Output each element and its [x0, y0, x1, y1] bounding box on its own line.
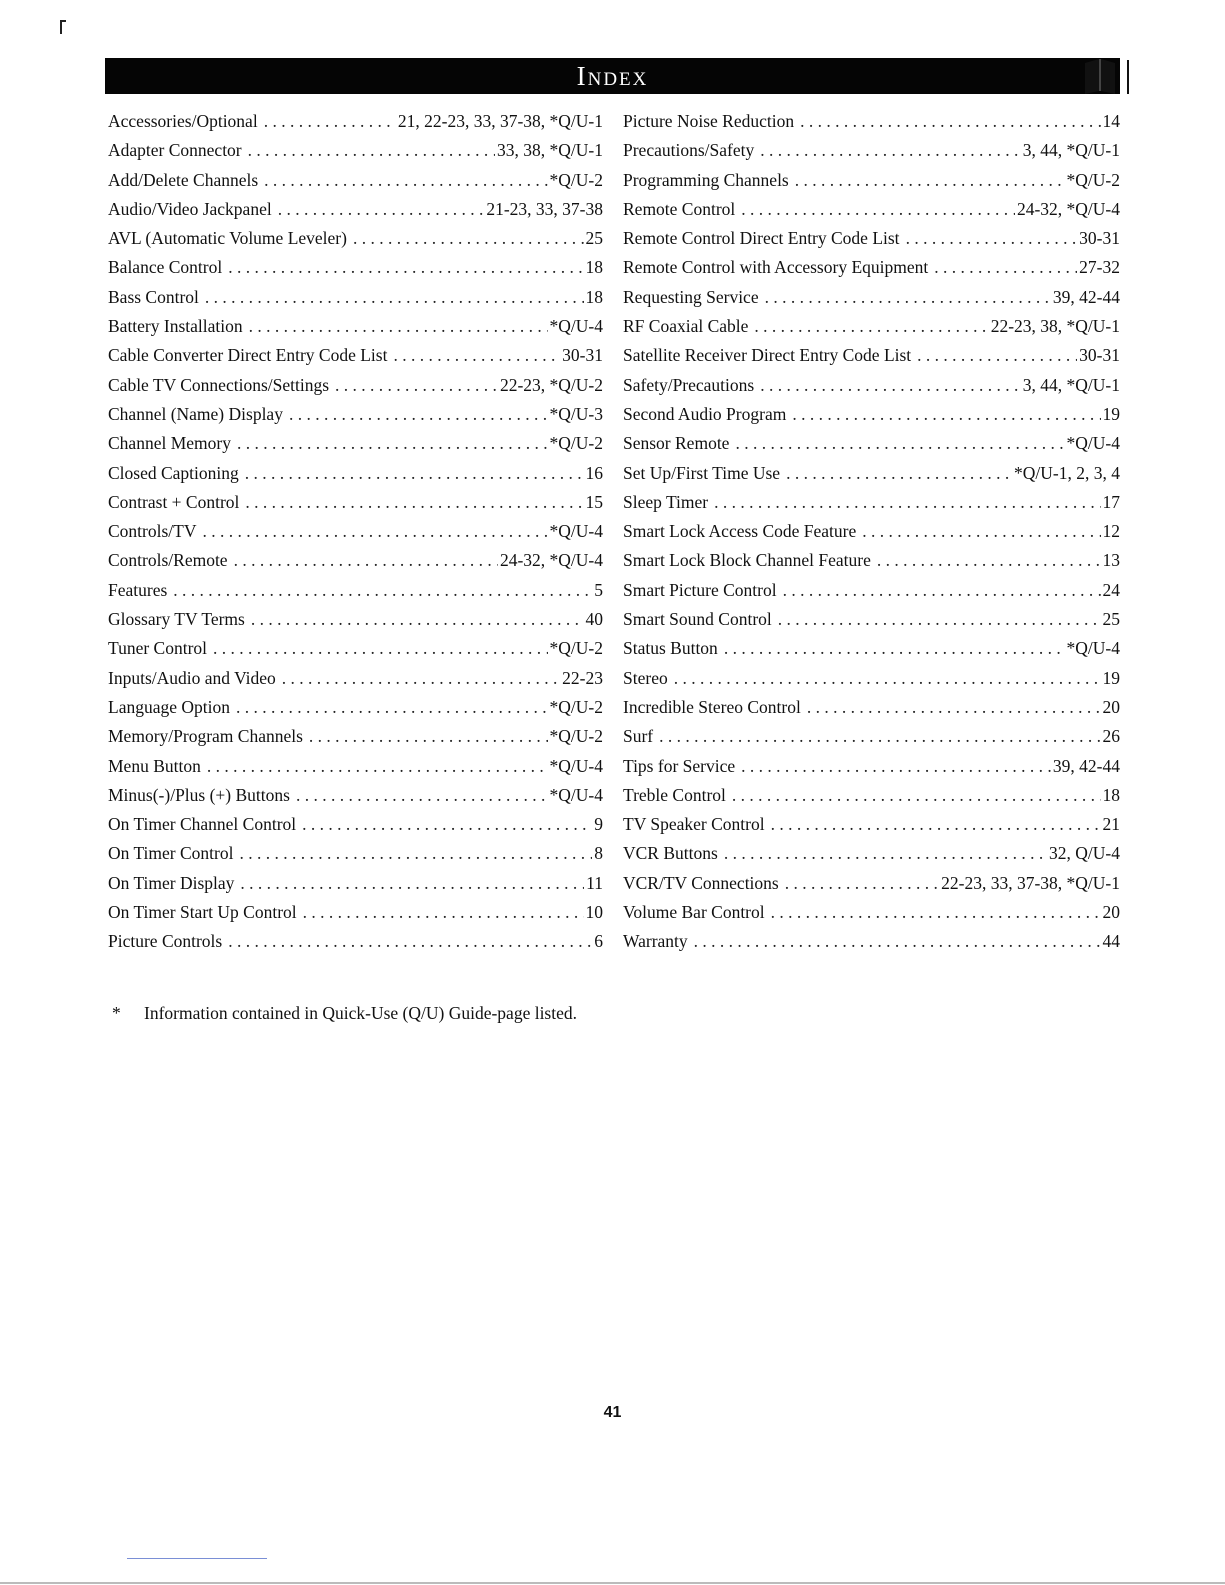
index-term: Stereo [623, 667, 668, 688]
index-term: Incredible Stereo Control [623, 696, 801, 717]
index-pages: *Q/U-4 [1066, 433, 1120, 454]
index-pages: *Q/U-4 [1066, 638, 1120, 659]
dot-leader [934, 257, 1077, 278]
index-pages: 21, 22-23, 33, 37-38, *Q/U-1 [397, 111, 603, 131]
index-entry [108, 580, 603, 609]
index-term: Warranty [623, 931, 688, 952]
index-pages: 15 [585, 491, 603, 512]
index-pages: 3, 44, *Q/U-1 [1022, 374, 1120, 395]
index-pages: 30-31 [1079, 228, 1120, 249]
dot-leader [741, 756, 1051, 777]
dot-leader [282, 668, 560, 689]
index-term: Controls/Remote [108, 550, 228, 571]
index-pages: 18 [585, 286, 603, 307]
index-entry [108, 931, 603, 960]
index-pages: 9 [594, 814, 603, 835]
index-pages: 3, 44, *Q/U-1 [1022, 140, 1120, 161]
dot-leader [264, 170, 547, 191]
index-term: Volume Bar Control [623, 902, 765, 923]
footnote [112, 1003, 577, 1024]
index-entry [623, 756, 1120, 785]
index-term: Remote Control [623, 198, 736, 219]
index-pages: 19 [1102, 667, 1120, 688]
index-term: Sleep Timer [623, 491, 709, 512]
index-term: Picture Noise Reduction [623, 111, 795, 131]
index-term: Set Up/First Time Use [623, 462, 781, 483]
index-entry [108, 873, 603, 902]
index-pages: *Q/U-4 [549, 755, 603, 776]
index-pages: *Q/U-2 [549, 638, 603, 659]
page-number: 41 [603, 1404, 622, 1421]
index-entry [108, 140, 603, 169]
dot-leader [694, 931, 1101, 952]
index-entry [108, 404, 603, 433]
footnote-marker: * [112, 1003, 121, 1023]
dot-leader [741, 199, 1015, 220]
index-entry [108, 287, 603, 316]
dot-leader [249, 316, 548, 337]
index-pages: 12 [1102, 521, 1120, 542]
index-term: Cable Converter Direct Entry Code List [108, 345, 388, 366]
index-term: Tips for Service [623, 755, 736, 776]
index-entry [108, 726, 603, 755]
index-entry [623, 433, 1120, 462]
dot-leader [800, 111, 1100, 132]
dot-leader [906, 228, 1078, 249]
index-term: On Timer Start Up Control [108, 902, 297, 923]
dot-leader [765, 287, 1051, 308]
index-pages: 25 [585, 228, 603, 249]
index-pages: 22-23 [562, 667, 603, 688]
index-pages: 14 [1102, 111, 1120, 131]
index-entry [623, 843, 1120, 872]
dot-leader [724, 843, 1047, 864]
page-title: Index [576, 61, 649, 91]
dot-leader [302, 814, 592, 835]
index-pages: 17 [1102, 491, 1120, 512]
index-entry [623, 931, 1120, 960]
index-term: VCR/TV Connections [623, 872, 779, 893]
index-term: Smart Lock Block Channel Feature [623, 550, 871, 571]
index-entry [623, 404, 1120, 433]
index-pages: 33, 38, *Q/U-1 [497, 140, 603, 161]
link-underline [127, 1558, 267, 1559]
index-entry [623, 111, 1120, 140]
index-entry [108, 199, 603, 228]
dot-leader [807, 697, 1101, 718]
index-term: Features [108, 579, 168, 600]
index-entry [108, 228, 603, 257]
index-term: Closed Captioning [108, 462, 239, 483]
index-entry [623, 609, 1120, 638]
index-pages: 21 [1102, 814, 1120, 835]
dot-leader [917, 345, 1077, 366]
index-term: Glossary TV Terms [108, 609, 245, 630]
dot-leader [248, 140, 495, 161]
dot-leader [289, 404, 548, 425]
dot-leader [228, 931, 592, 952]
index-term: Contrast + Control [108, 491, 240, 512]
index-entry [623, 902, 1120, 931]
index-term: Controls/TV [108, 521, 197, 542]
index-term: On Timer Channel Control [108, 814, 297, 835]
index-entry [623, 287, 1120, 316]
dot-leader [278, 199, 485, 220]
index-pages: *Q/U-4 [549, 784, 603, 805]
dot-leader [245, 492, 583, 513]
index-term: RF Coaxial Cable [623, 316, 749, 337]
index-entry [623, 257, 1120, 286]
index-entry [623, 463, 1120, 492]
index-entry [108, 814, 603, 843]
dot-leader [251, 609, 584, 630]
index-pages: 11 [586, 872, 603, 893]
index-pages: *Q/U-2 [1066, 169, 1120, 190]
index-term: Surf [623, 726, 654, 747]
index-pages: 30-31 [1079, 345, 1120, 366]
index-entry [108, 433, 603, 462]
index-term: Accessories/Optional [108, 111, 258, 131]
index-entry [108, 316, 603, 345]
index-term: Treble Control [623, 784, 726, 805]
dot-leader [760, 375, 1021, 396]
index-pages: *Q/U-4 [549, 316, 603, 337]
index-term: Channel Memory [108, 433, 231, 454]
index-pages: 24-32, *Q/U-4 [499, 550, 603, 571]
dot-leader [296, 785, 548, 806]
index-entry [623, 375, 1120, 404]
index-entry [623, 814, 1120, 843]
dot-leader [228, 257, 583, 278]
dot-leader [236, 697, 548, 718]
index-pages: 5 [594, 579, 603, 600]
dot-leader [353, 228, 584, 249]
index-term: Smart Picture Control [623, 579, 777, 600]
index-entry [108, 492, 603, 521]
index-pages: 24 [1102, 579, 1120, 600]
index-term: Tuner Control [108, 638, 208, 659]
index-term: Memory/Program Channels [108, 726, 303, 747]
index-entry [623, 873, 1120, 902]
book-icon [1083, 55, 1117, 95]
dot-leader [309, 726, 548, 747]
index-entry [623, 550, 1120, 579]
index-entry [108, 785, 603, 814]
dot-leader [862, 521, 1100, 542]
index-pages: 8 [594, 843, 603, 864]
index-pages: 20 [1102, 902, 1120, 923]
index-term: Inputs/Audio and Video [108, 667, 276, 688]
index-pages: 44 [1102, 931, 1120, 952]
index-pages: 30-31 [562, 345, 603, 366]
index-entry [108, 609, 603, 638]
index-entry [108, 668, 603, 697]
index-pages: 39, 42-44 [1052, 286, 1120, 307]
index-pages: 32, Q/U-4 [1049, 843, 1120, 864]
dot-leader [303, 902, 584, 923]
index-pages: *Q/U-1, 2, 3, 4 [1014, 462, 1120, 483]
dot-leader [245, 463, 584, 484]
dot-leader [393, 345, 560, 366]
dot-leader [735, 433, 1064, 454]
index-term: Remote Control with Accessory Equipment [623, 257, 929, 278]
index-entry [623, 785, 1120, 814]
index-pages: 19 [1102, 403, 1120, 424]
dot-leader [213, 638, 548, 659]
dot-leader [173, 580, 592, 601]
index-entry [108, 902, 603, 931]
index-term: Smart Lock Access Code Feature [623, 521, 857, 542]
index-pages: *Q/U-2 [549, 169, 603, 190]
dot-leader [754, 316, 988, 337]
index-pages: 6 [594, 931, 603, 952]
index-header-bar [105, 58, 1120, 94]
dot-leader [877, 550, 1101, 571]
dot-leader [778, 609, 1101, 630]
index-entry [623, 726, 1120, 755]
index-entry [108, 257, 603, 286]
index-term: On Timer Display [108, 872, 235, 893]
index-term: Safety/Precautions [623, 374, 755, 395]
dot-leader [239, 843, 592, 864]
index-entry [108, 697, 603, 726]
index-entry [108, 756, 603, 785]
dot-leader [714, 492, 1100, 513]
index-column-right [623, 111, 1120, 961]
index-pages: 22-23, *Q/U-2 [499, 374, 603, 395]
index-pages: 26 [1102, 726, 1120, 747]
index-entry [623, 199, 1120, 228]
index-pages: *Q/U-2 [549, 726, 603, 747]
index-entry [108, 638, 603, 667]
index-term: Satellite Receiver Direct Entry Code List [623, 345, 912, 366]
index-term: AVL (Automatic Volume Leveler) [108, 228, 347, 249]
index-pages: 24-32, *Q/U-4 [1016, 198, 1120, 219]
dot-leader [205, 287, 584, 308]
index-entry [623, 492, 1120, 521]
index-entry [108, 521, 603, 550]
index-term: Second Audio Program [623, 403, 787, 424]
index-entry [108, 170, 603, 199]
index-term: Smart Sound Control [623, 609, 772, 630]
index-pages: 40 [585, 609, 603, 630]
index-entry [108, 375, 603, 404]
dot-leader [783, 580, 1101, 601]
page-bottom-border [0, 1582, 1225, 1584]
index-term: On Timer Control [108, 843, 234, 864]
index-pages: 18 [585, 257, 603, 278]
index-term: Bass Control [108, 286, 199, 307]
index-pages: 10 [585, 902, 603, 923]
index-pages: 22-23, 38, *Q/U-1 [990, 316, 1120, 337]
index-pages: *Q/U-2 [549, 433, 603, 454]
index-pages: 27-32 [1079, 257, 1120, 278]
index-pages: 25 [1102, 609, 1120, 630]
dot-leader [237, 433, 548, 454]
index-term: Audio/Video Jackpanel [108, 198, 272, 219]
index-entry [623, 668, 1120, 697]
dot-leader [771, 814, 1101, 835]
index-term: Minus(-)/Plus (+) Buttons [108, 784, 290, 805]
index-entry [623, 345, 1120, 374]
index-pages: 21-23, 33, 37-38 [486, 198, 603, 219]
index-term: Add/Delete Channels [108, 169, 259, 190]
index-term: Language Option [108, 696, 230, 717]
index-term: Balance Control [108, 257, 223, 278]
dot-leader [264, 111, 396, 132]
index-pages: *Q/U-2 [549, 696, 603, 717]
index-entry [623, 140, 1120, 169]
footnote-text: Information contained in Quick-Use (Q/U) Guide-page listed. [144, 1003, 577, 1023]
index-entry [623, 170, 1120, 199]
index-entry [108, 463, 603, 492]
index-pages: *Q/U-4 [549, 521, 603, 542]
header-edge-mark [1127, 60, 1129, 94]
index-term: Status Button [623, 638, 718, 659]
index-term: Battery Installation [108, 316, 243, 337]
dot-leader [724, 638, 1065, 659]
index-entry [623, 521, 1120, 550]
index-term: Menu Button [108, 755, 201, 776]
dot-leader [795, 170, 1065, 191]
index-term: Sensor Remote [623, 433, 730, 454]
index-term: Channel (Name) Display [108, 403, 283, 424]
dot-leader [786, 463, 1012, 484]
dot-leader [240, 873, 584, 894]
index-term: Adapter Connector [108, 140, 242, 161]
index-entry [623, 580, 1120, 609]
dot-leader [674, 668, 1101, 689]
index-term: Programming Channels [623, 169, 789, 190]
index-column-left [108, 111, 603, 961]
index-term: Remote Control Direct Entry Code List [623, 228, 900, 249]
dot-leader [732, 785, 1101, 806]
index-entry [623, 316, 1120, 345]
index-entry [108, 345, 603, 374]
index-term: Precautions/Safety [623, 140, 755, 161]
index-term: Requesting Service [623, 286, 759, 307]
index-pages: 39, 42-44 [1052, 755, 1120, 776]
index-pages: 18 [1102, 784, 1120, 805]
index-pages: 16 [585, 462, 603, 483]
dot-leader [335, 375, 498, 396]
index-pages: 13 [1102, 550, 1120, 571]
index-entry [108, 843, 603, 872]
dot-leader [234, 550, 498, 571]
dot-leader [785, 873, 939, 894]
dot-leader [659, 726, 1100, 747]
dot-leader [792, 404, 1100, 425]
index-term: TV Speaker Control [623, 814, 765, 835]
index-entry [108, 111, 603, 140]
index-term: VCR Buttons [623, 843, 718, 864]
index-entry [623, 638, 1120, 667]
index-term: Cable TV Connections/Settings [108, 374, 330, 395]
index-entry [623, 228, 1120, 257]
dot-leader [760, 140, 1021, 161]
index-pages: 20 [1102, 696, 1120, 717]
index-entry [108, 550, 603, 579]
index-entry [623, 697, 1120, 726]
crop-mark [60, 20, 62, 34]
index-pages: *Q/U-3 [549, 403, 603, 424]
index-pages: 22-23, 33, 37-38, *Q/U-1 [941, 872, 1120, 893]
dot-leader [202, 521, 547, 542]
dot-leader [207, 756, 548, 777]
dot-leader [771, 902, 1101, 923]
index-term: Picture Controls [108, 931, 223, 952]
